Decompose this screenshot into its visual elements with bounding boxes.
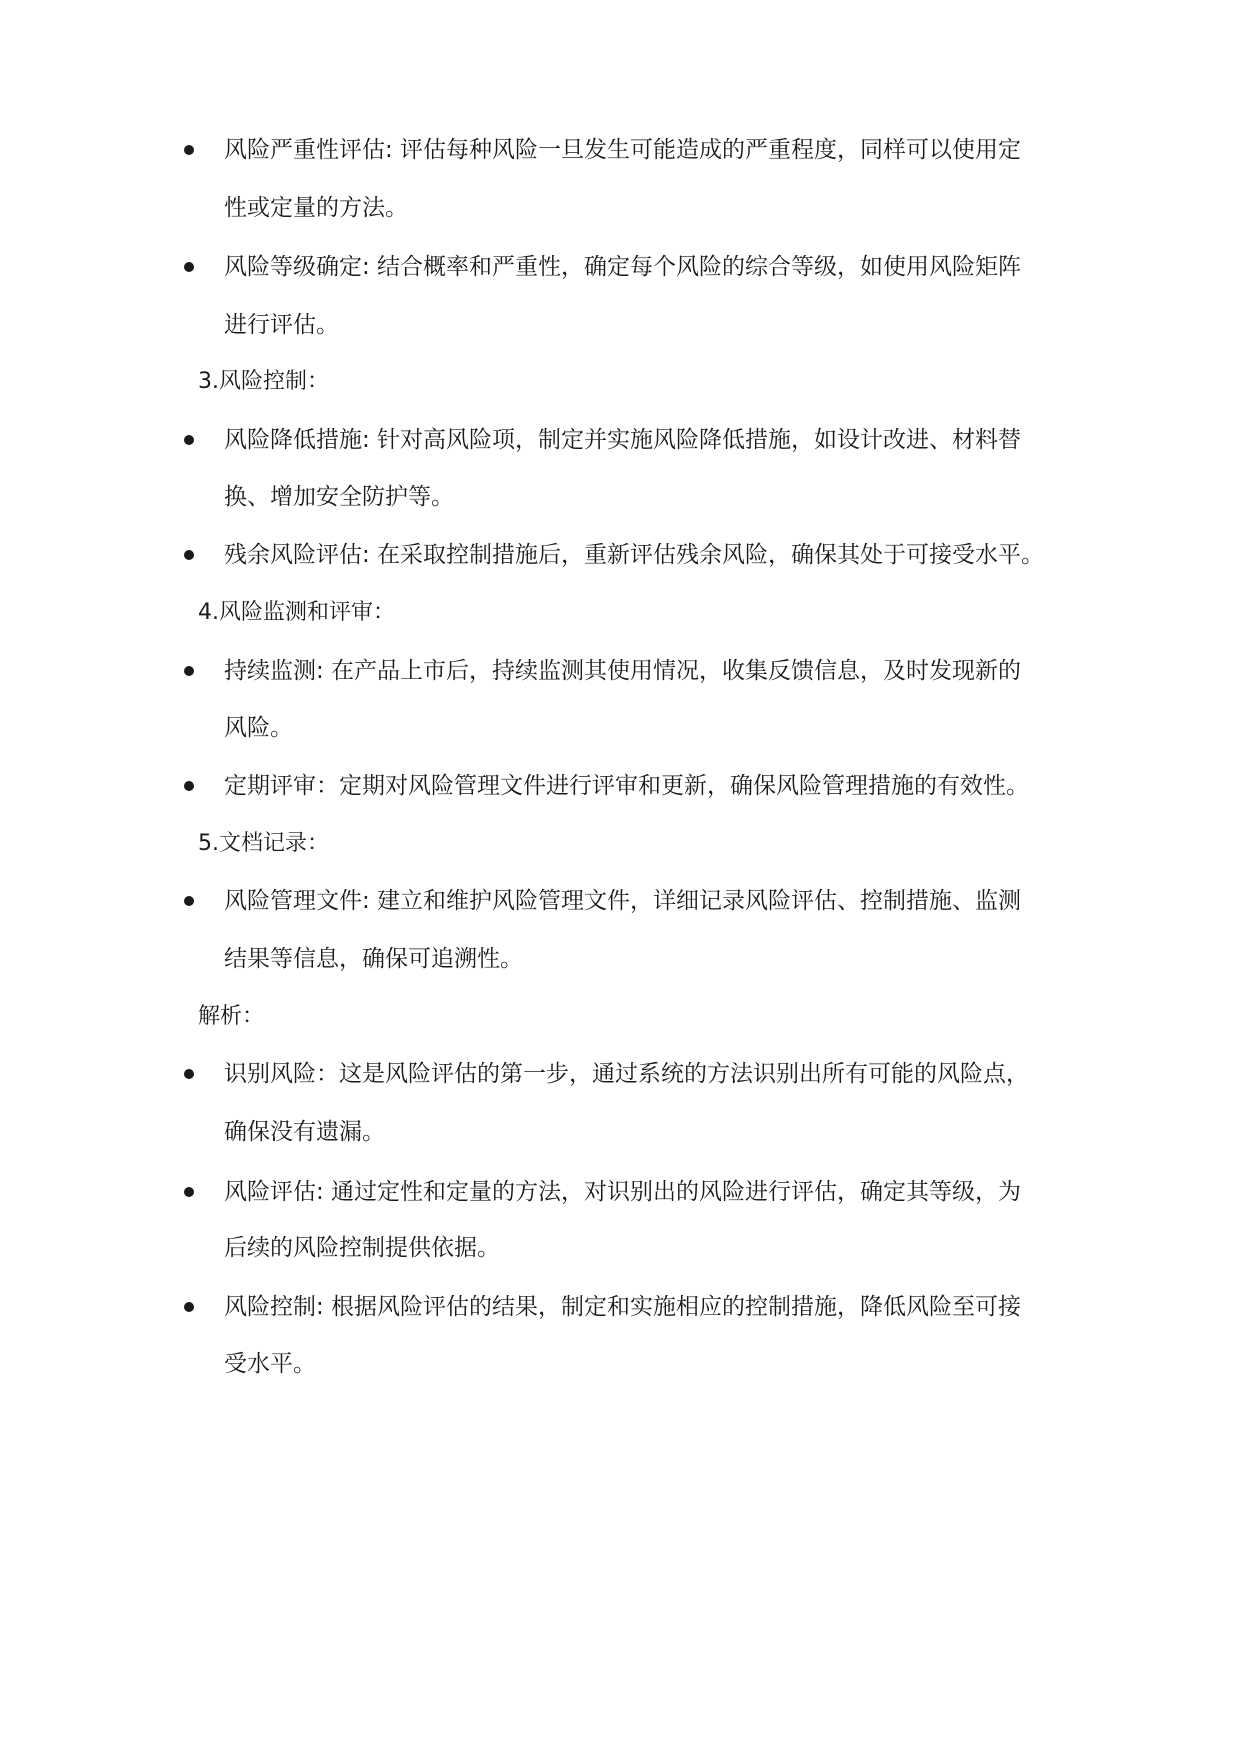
bullet-dot [184,262,194,272]
bullet-dot [184,550,194,560]
bullet-text-line: 风险管理文件: 建立和维护风险管理文件，详细记录风险评估、控制措施、监测 [224,888,1022,914]
bullet-text-line: 换、增加安全防护等。 [224,484,454,510]
bullet-text-line: 性或定量的方法。 [224,195,408,221]
bullet-text-line: 确保没有遗漏。 [224,1119,385,1145]
bullet-dot [184,435,194,445]
bullet-text-line: 风险。 [224,715,293,741]
bullet-text-line: 风险降低措施: 针对高风险项，制定并实施风险降低措施，如设计改进、材料替 [224,427,1022,453]
analysis-heading: 解析： [198,1004,265,1029]
bullet-dot [184,1187,194,1197]
bullet-dot [184,1069,194,1079]
bullet-text-line: 定期评审：定期对风险管理文件进行评审和更新，确保风险管理措施的有效性。 [224,773,1029,799]
bullet-dot [184,896,194,906]
bullet-text-line: 进行评估。 [224,312,339,338]
bullet-dot [184,1302,194,1312]
bullet-text-line: 风险等级确定: 结合概率和严重性，确定每个风险的综合等级，如使用风险矩阵 [224,254,1022,280]
bullet-text-line: 识别风险：这是风险评估的第一步，通过系统的方法识别出所有可能的风险点， [224,1061,1029,1087]
section-heading: 4.风险监测和评审： [198,600,395,625]
bullet-text-line: 残余风险评估: 在采取控制措施后，重新评估残余风险，确保其处于可接受水平。 [224,542,1045,568]
bullet-text-line: 风险评估: 通过定性和定量的方法，对识别出的风险进行评估，确定其等级，为 [224,1179,1022,1205]
bullet-text-line: 持续监测: 在产品上市后，持续监测其使用情况，收集反馈信息，及时发现新的 [224,658,1022,684]
bullet-dot [184,145,194,155]
section-heading: 5.文档记录： [198,831,329,856]
bullet-text-line: 受水平。 [224,1351,316,1377]
bullet-dot [184,666,194,676]
bullet-text-line: 风险严重性评估: 评估每种风险一旦发生可能造成的严重程度，同样可以使用定 [224,137,1022,163]
bullet-text-line: 结果等信息，确保可追溯性。 [224,946,523,972]
section-heading: 3.风险控制： [198,369,329,394]
bullet-text-line: 风险控制: 根据风险评估的结果，制定和实施相应的控制措施，降低风险至可接 [224,1294,1022,1320]
bullet-dot [184,781,194,791]
bullet-text-line: 后续的风险控制提供依据。 [224,1235,500,1261]
